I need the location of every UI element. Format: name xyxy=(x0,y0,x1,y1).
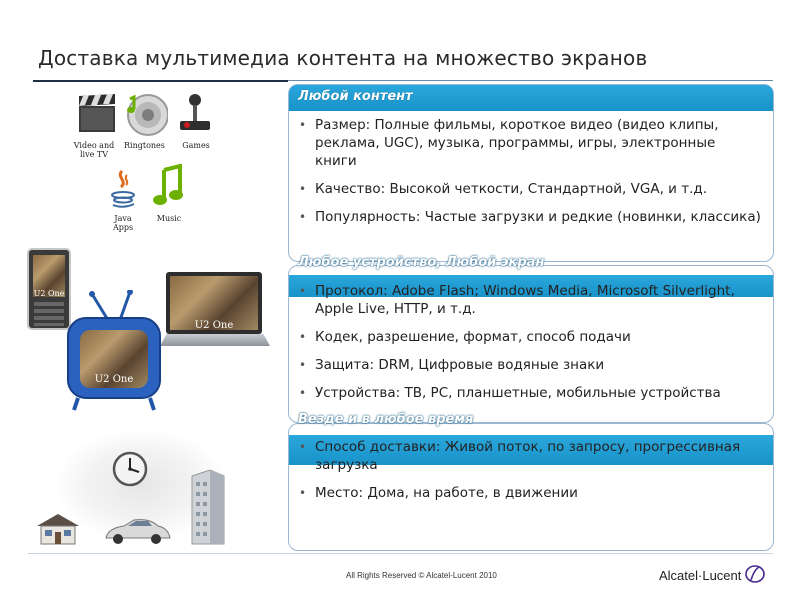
tv-screen-label: U2 One xyxy=(94,374,134,385)
list-item: • Кодек, разрешение, формат, способ подачи xyxy=(298,328,761,346)
music-caption: Music xyxy=(156,214,182,223)
games-caption: Games xyxy=(182,141,210,150)
bullet-list xyxy=(298,438,761,512)
joystick-games-icon xyxy=(178,93,212,133)
laptop-screen-label: U2 One xyxy=(194,320,234,330)
list-item: • Защита: DRM, Цифровые водяные знаки xyxy=(298,356,761,374)
ringtones-icon xyxy=(124,93,168,137)
clock-icon xyxy=(112,451,148,487)
panel-title: Любой контент xyxy=(298,89,413,104)
panel-any-device xyxy=(288,265,774,423)
panel-title-any-device: Любое устройство, Любой экран xyxy=(298,255,545,270)
list-item: • Качество: Высокой четкости, Стандартной, VGA, и т.д. xyxy=(298,180,761,198)
slide-title: Доставка мультимедиа контента на множество экранов xyxy=(38,46,648,70)
panel-title-anywhere: Везде и в любое время xyxy=(298,412,474,427)
house-icon xyxy=(35,512,81,546)
bullet-list xyxy=(298,282,761,412)
list-item: • Способ доставки: Живой поток, по запросу, прогрессивная загрузка xyxy=(298,438,761,474)
java-apps-caption: Java Apps xyxy=(112,214,134,232)
panel-any-content xyxy=(288,84,774,262)
title-divider-accent xyxy=(33,80,288,82)
car-icon xyxy=(102,516,172,546)
music-note-icon xyxy=(152,164,186,208)
office-building-icon xyxy=(188,468,228,546)
copyright-text: All Rights Reserved © Alcatel-Lucent 2010 xyxy=(346,571,497,580)
list-item: • Место: Дома, на работе, в движении xyxy=(298,484,761,502)
brand-logo xyxy=(659,566,765,584)
ringtones-caption: Ringtones xyxy=(124,141,165,150)
video-caption: Video and live TV xyxy=(73,141,115,159)
list-item: • Протокол: Adobe Flash; Windows Media, Microsoft Silverlight, Apple Live, HTTP, и т.д. xyxy=(298,282,761,318)
television-image xyxy=(64,290,164,412)
java-icon xyxy=(108,169,138,209)
list-item: • Размер: Полные фильмы, короткое видео (видео клипы, реклама, UGC), музыка, программы, игры, электронные книги xyxy=(298,116,761,170)
alcatel-lucent-logo-icon xyxy=(745,564,765,584)
list-item: • Устройства: ТВ, PC, планшетные, мобильные устройства xyxy=(298,384,761,402)
panel-anywhere-anytime xyxy=(288,423,774,551)
brand-name: Alcatel·Lucent xyxy=(659,567,742,583)
footer-divider xyxy=(28,553,773,554)
list-item: • Популярность: Частые загрузки и редкие (новинки, классика) xyxy=(298,208,761,226)
bullet-list xyxy=(298,116,761,236)
laptop-image xyxy=(160,272,270,354)
clapperboard-icon xyxy=(77,92,117,134)
phone-screen-label: U2 One xyxy=(33,289,65,297)
